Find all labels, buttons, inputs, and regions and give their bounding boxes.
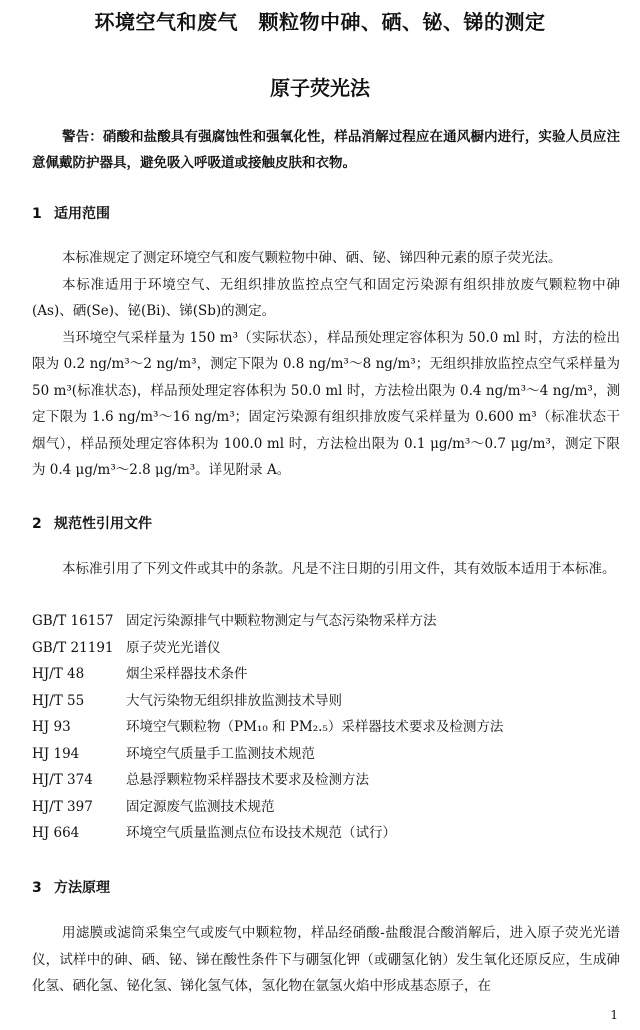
reference-code: HJ 194: [32, 745, 80, 762]
warning-text: 警告：硝酸和盐酸具有强腐蚀性和强氧化性，样品消解过程应在通风橱内进行，实验人员应注意佩戴防护器具，避免吸入呼吸道或接触皮肤和衣物。: [32, 129, 620, 171]
section-heading-scope: [32, 203, 110, 223]
section-title: 方法原理: [54, 880, 110, 896]
section-number: 2: [32, 516, 42, 532]
reference-code: GB/T 21191: [32, 639, 114, 656]
section-heading-principle: [32, 877, 110, 897]
reference-item: [32, 714, 620, 741]
section-number: 3: [32, 880, 42, 896]
scope-paragraph: 当环境空气采样量为 150 m³（实际状态），样品预处理定容体积为 50.0 ml 时，方法的检出限为 0.2 ng/m³～2 ng/m³，测定下限为 0.8 ng/m³～8 ng/m³；无组织排放监控点空气采样量为 50 m³(标准状态)，样品预处理定容体积为 50.0 ml 时，方法检出限为 0.4 ng/m³～4 ng/m³，测定下限为 1.6 ng/m³～16 ng/m³；固定污染源有组织排放废气采样量为 0.600 m³（标准状态干烟气），样品预处理定容体积为 100.0 ml 时，方法检出限为 0.1 μg/m³～0.7 μg/m³，测定下限为 0.4 μg/m³～2.8 μg/m³。详见附录 A。: [32, 329, 620, 478]
scope-body: [32, 245, 620, 484]
section-heading-references: [32, 513, 152, 533]
references-intro: 本标准引用了下列文件或其中的条款。凡是不注日期的引用文件，其有效版本适用于本标准。: [62, 561, 616, 577]
scope-paragraph: 本标准规定了测定环境空气和废气颗粒物中砷、硒、铋、锑四种元素的原子荧光法。: [62, 250, 562, 266]
section-title: 适用范围: [54, 206, 110, 222]
reference-title: 环境空气质量手工监测技术规范: [126, 745, 315, 762]
reference-list: [32, 608, 620, 847]
reference-title: 烟尘采样器技术条件: [126, 666, 248, 682]
section-title: 规范性引用文件: [54, 516, 152, 532]
reference-code: HJ/T 48: [32, 666, 85, 682]
reference-title: 大气污染物无组织排放监测技术导则: [126, 692, 342, 709]
reference-title: 总悬浮颗粒物采样器技术要求及检测方法: [126, 772, 369, 788]
reference-title: 固定源废气监测技术规范: [126, 798, 275, 815]
document-subtitle: 原子荧光法: [270, 76, 370, 100]
principle-paragraph: 用滤膜或滤筒采集空气或废气中颗粒物，样品经硝酸-盐酸混合酸消解后，进入原子荧光光谱仪，试样中的砷、硒、铋、锑在酸性条件下与硼氢化钾（或硼氢化钠）发生氧化还原反应，生成砷化氢、硒化氢、铋化氢、锑化氢气体，氢化物在氩氢火焰中形成基态原子，在: [32, 925, 620, 994]
reference-title: 原子荧光光谱仪: [126, 639, 221, 656]
reference-code: GB/T 16157: [32, 613, 114, 629]
reference-title: 环境空气质量监测点位布设技术规范（试行）: [126, 825, 396, 841]
reference-item: [32, 767, 620, 794]
reference-item: [32, 661, 620, 688]
reference-item: [32, 688, 620, 715]
reference-code: HJ/T 374: [32, 772, 93, 788]
reference-item: [32, 635, 620, 662]
reference-item: [32, 741, 620, 768]
reference-item: [32, 608, 620, 635]
scope-paragraph: 本标准适用于环境空气、无组织排放监控点空气和固定污染源有组织排放废气颗粒物中砷(As)、硒(Se)、铋(Bi)、锑(Sb)的测定。: [32, 276, 620, 319]
reference-title: 固定污染源排气中颗粒物测定与气态污染物采样方法: [126, 613, 437, 629]
document-title: 环境空气和废气 颗粒物中砷、硒、铋、锑的测定: [94, 10, 546, 34]
reference-code: HJ 93: [32, 719, 71, 735]
reference-item: [32, 820, 620, 847]
reference-title: 环境空气颗粒物（PM₁₀ 和 PM₂.₅）采样器技术要求及检测方法: [126, 719, 504, 735]
section-number: 1: [32, 206, 42, 222]
page-number: 1: [610, 1008, 618, 1022]
reference-code: HJ 664: [32, 825, 80, 841]
reference-code: HJ/T 397: [32, 798, 93, 815]
reference-code: HJ/T 55: [32, 692, 85, 709]
reference-item: [32, 794, 620, 821]
